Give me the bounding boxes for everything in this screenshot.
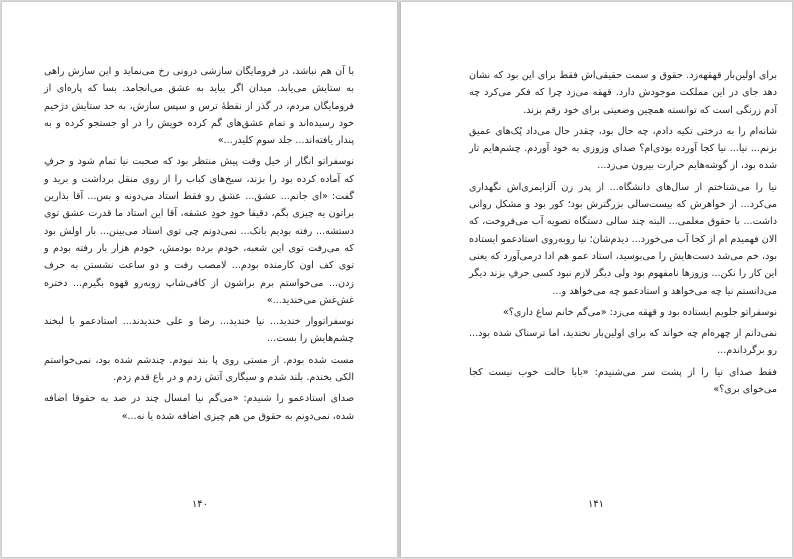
paragraph: نوسفراتووار خندید... نیا خندید... رضا و علی خندیدند... استادعمو با لبخند چشم‌هایش را بست... — [44, 316, 354, 345]
right-page-text — [469, 67, 777, 402]
paragraph: نمی‌دانم از چهره‌ام چه خواند که برای اولین‌بار نخندید، اما ترسناک شده بود... رو برگرداندم... — [469, 328, 777, 357]
paragraph: شانه‌ام را به درختی تکیه دادم، چه حال بود، چقدر حال می‌داد پُک‌های عمیق بزنم... نیا... نیا کجا آورده بودی‌ام؟ صدای وزوزی به خود آوردم. چشم‌هایم تار شده بود، از گوشه‌هایم حرارت بیرون می‌زد... — [469, 125, 777, 172]
page-number: ۱۴۰ — [191, 499, 209, 510]
paragraph: با آن هم نباشد، در فرومایگان سازشی درونی رخ می‌نماید و این سازش راهی به ستایش می‌یابد. میدان اگر بیاید به عشق می‌انجامد. بسا که پاره‌ای از فرومایگان مردم، در گذر از نقطهٔ ترس و سپس سازش، به حد ستایش دژخیم خود رسیده‌اند و تمام عشق‌های گم کرده خویش را در او جستجو کرده و به پندار یافته‌اند... جلد سوم کلیدر...» — [44, 66, 354, 147]
right-page — [401, 2, 792, 557]
paragraph: فقط صدای نیا را از پشت سر می‌شنیدم: «بابا حالت خوب نیست کجا می‌خوای بری؟» — [469, 366, 777, 396]
paragraph: مست شده بودم. از مستی روی پا بند نبودم. چندشم شده بود، نمی‌خواستم الکی بخندم. بلند شدم و سیگاری آتش زدم و در باغ قدم زدم. — [44, 354, 354, 384]
left-page-text — [44, 63, 354, 429]
paragraph: نوسفراتو انگار از خیل وقت پیش منتظر بود که صحبت نیا تمام شود و حرفِ که آماده کرده بود را بزند، سیخ‌های کباب را از روی منقل برداشت و برید و گفت: «ای جانم... عشق... عشق رو فقط استاد می‌دونه و بس... آقا بذارین براتون یه چیزی بگم، دقیقا خودِ خودِ عشقه، آقا این استاد ما قدرت عشق توی دستشه... رفته بودیم بانک... نمی‌دونم چی توی استاد می‌بینن... بار اولش بود که می‌رفت توی این شعبه، خودم برده بودمش، خودم هزار بار رفته بودم و توی کف اون کارمنده بودم... لامصب رفت و دو ساعت نشستن به حرف زدن... می‌خواستم برم براشون از کافی‌شاپ روبه‌رو قهوه بگیرم... دختره غش‌غش می‌خندید...» — [44, 156, 354, 306]
book-spread — [2, 2, 792, 557]
left-page — [2, 2, 397, 557]
paragraph: صدای استادعمو را شنیدم: «می‌گم نیا امسال چند در صد به حقوقا اضافه شده، نمی‌دونم به حقوق من هم چیزی اضافه شده یا نه...» — [44, 393, 354, 422]
page-number: ۱۴۱ — [587, 499, 605, 510]
paragraph: نوسفراتو جلویم ایستاده بود و قهقه می‌زد: «می‌گم خانم ساغ داری؟» — [502, 306, 777, 318]
paragraph: نیا را می‌شناختم از سال‌های دانشگاه... از پدر زن آلزایمری‌اش نگهداری می‌کرد... از خواهرش که بیست‌سالی بزرگترش بود؛ کور بود و مشکل روانی داشت... با حقوق معلمی... البته چند سالی دستگاه تصویه آب می‌فروخت، که الان فهمیدم ام از کجا آب می‌خورد... دیدم‌شان؛ نیا روبه‌روی استادعمو ایستاده بود، خم می‌شد دست‌هایش را می‌بوسید، استاد عمو هم ادا درمی‌آورد که یعنی این کار را نکن... وزوزها نامفهوم بود ولی دیگر لازم نبود کسی حرفِ بزند دیگر می‌دانستم نیا چه می‌خواهد و استادعمو چه می‌خواهد و... — [469, 181, 777, 297]
paragraph: برای اولین‌بار قهقهه‌زد. حقوق و سمت حقیقی‌اش فقط برای این بود که نشان دهد جای در این مملکت موجودش دارد. قهقه می‌زد چرا که فکر می‌کرد چه آدم زرنگی است که توانسته همچین وضعیتی برای خود رقم بزند. — [469, 70, 777, 116]
